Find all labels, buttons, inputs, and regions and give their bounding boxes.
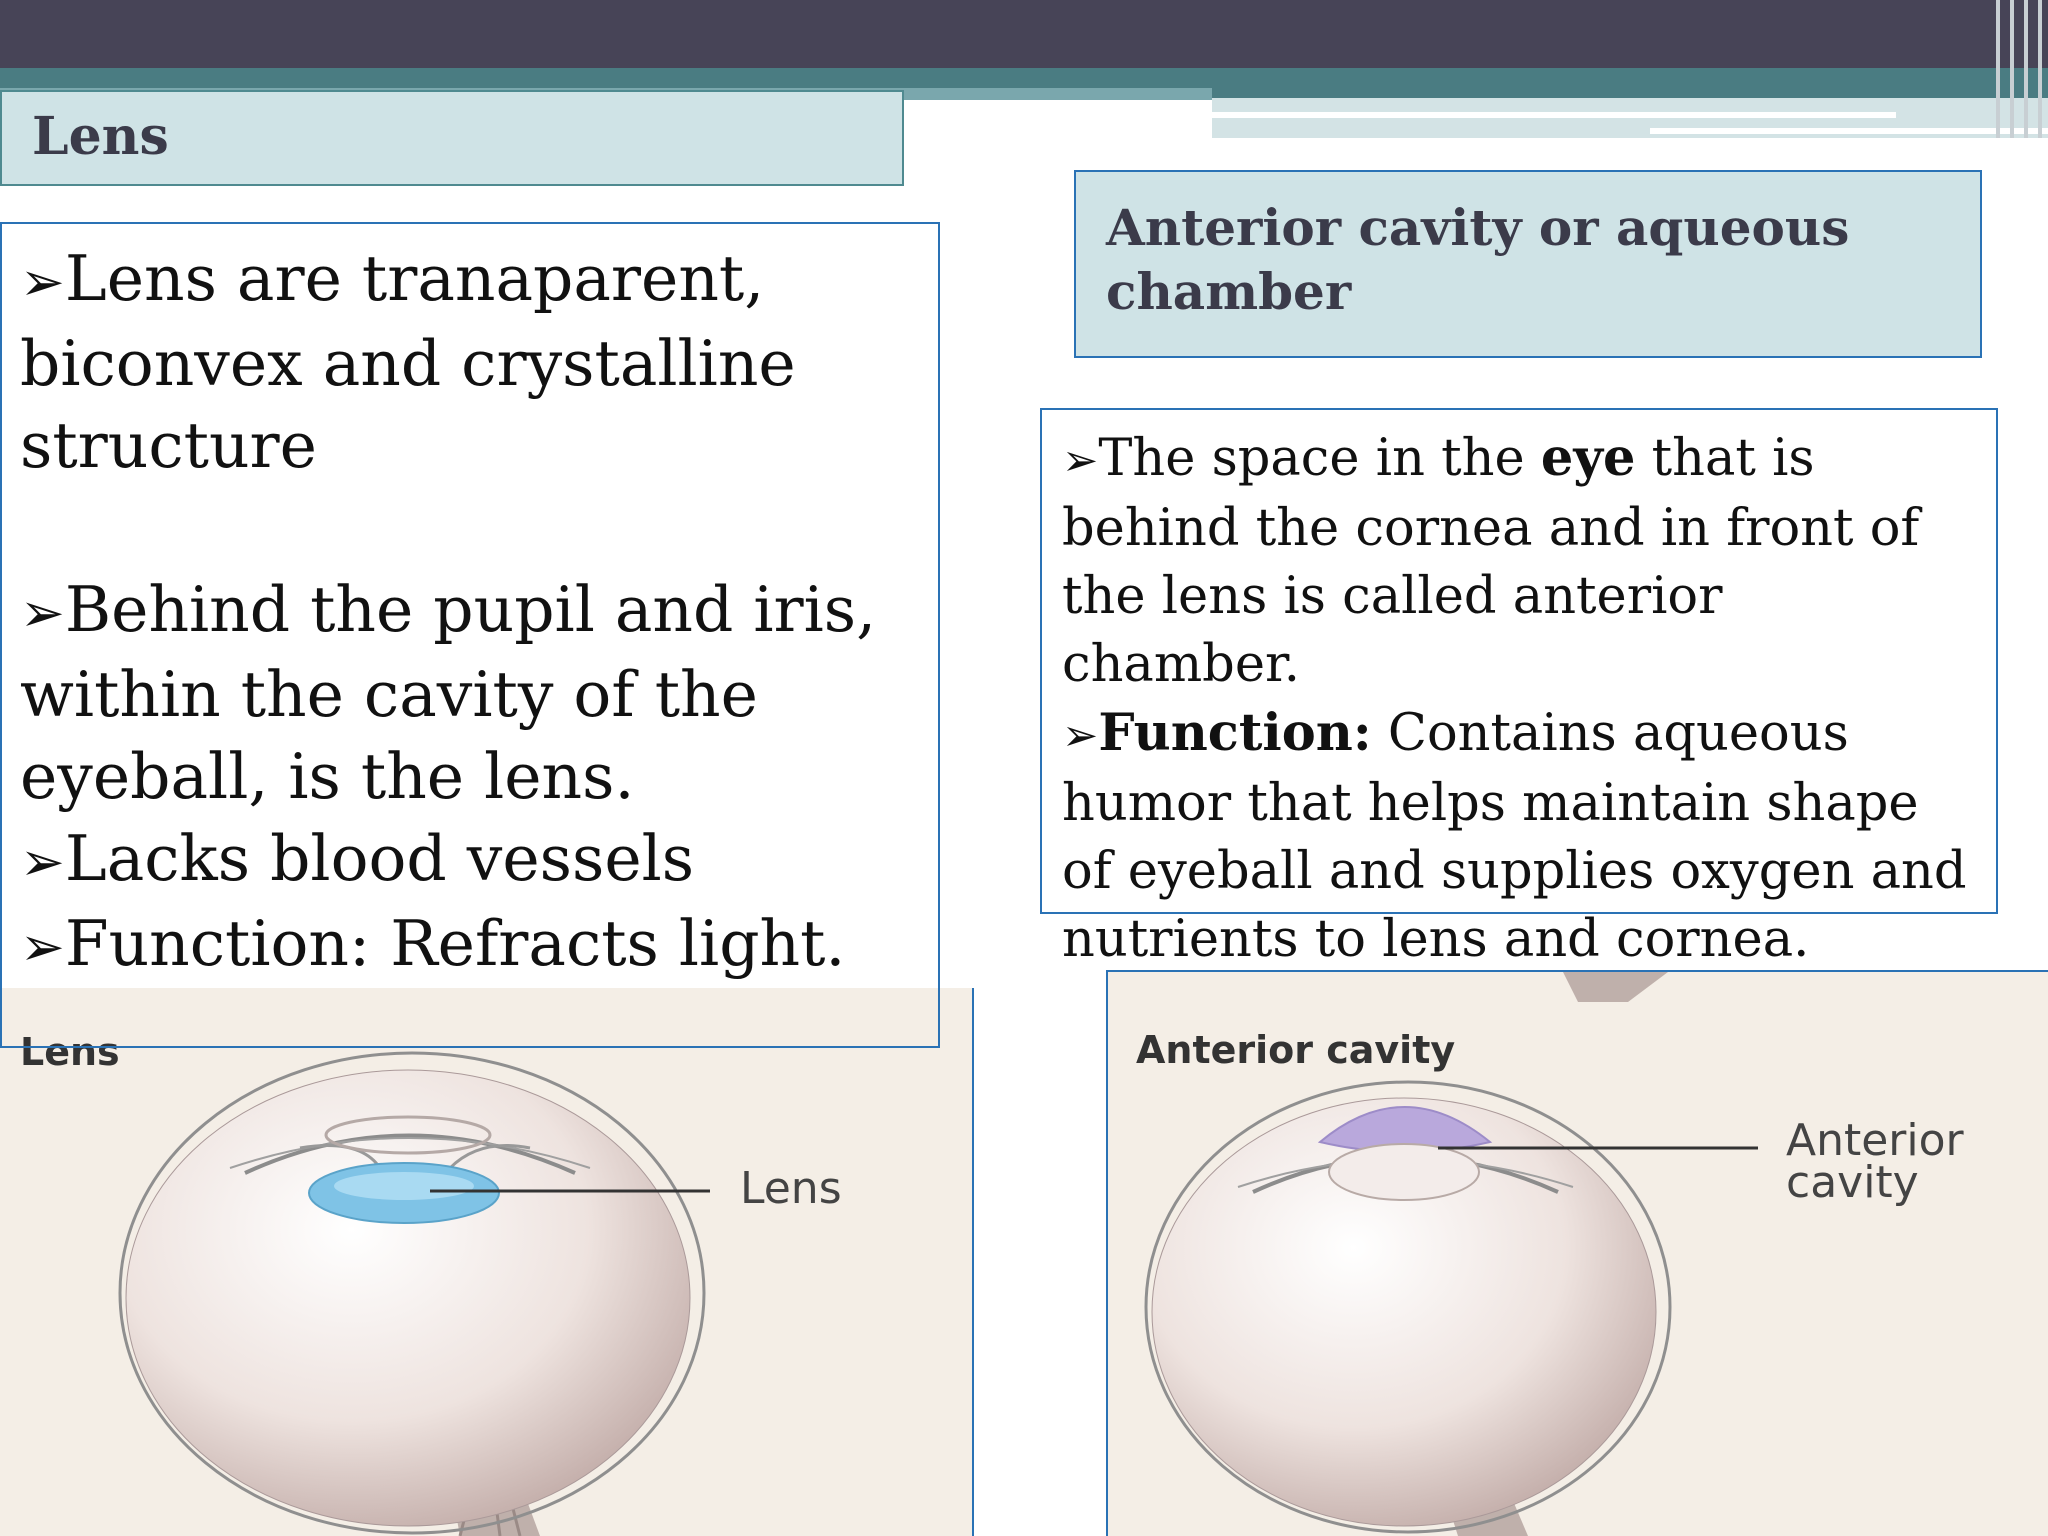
slide-title-box — [0, 90, 904, 186]
list-item — [20, 818, 920, 903]
bullet-text: Lens are tranaparent, biconvex and crystalline structure — [20, 242, 796, 482]
left-text-box — [0, 222, 940, 1048]
header-bar-dark — [0, 0, 2048, 68]
right-heading: Anterior cavity or aqueous chamber — [1106, 198, 1850, 321]
arrow-bullet-icon: ➢ — [20, 581, 65, 644]
header-stripe — [1212, 112, 1896, 118]
figure-title: Lens — [20, 1030, 120, 1074]
edge-stripe — [2010, 0, 2014, 138]
right-heading-box — [1074, 170, 1982, 358]
figure-label: Lens — [740, 1163, 842, 1214]
list-item — [20, 903, 920, 988]
slide-title: Lens — [32, 106, 169, 167]
bullet-text: Contains aqueous humor that helps maintain shape of eyeball and supplies oxygen and nutrients to lens and cornea. — [1062, 704, 1967, 969]
bullet-text: that is behind the cornea and in front of the lens is called anterior chamber. — [1062, 429, 1920, 694]
bullet-text: Lacks blood vessels — [64, 822, 695, 895]
bullet-text: Behind the pupil and iris, within the cavity of the eyeball, is the lens. — [20, 573, 877, 813]
figure-label: cavity — [1786, 1157, 1919, 1208]
anterior-cavity-figure — [1106, 970, 2048, 1536]
list-item — [1062, 699, 1976, 974]
arrow-bullet-icon: ➢ — [1062, 436, 1099, 486]
arrow-bullet-icon: ➢ — [20, 915, 65, 978]
lens-figure — [0, 988, 974, 1536]
list-item — [20, 238, 920, 487]
header-stripe — [1650, 128, 2048, 134]
figure-title: Anterior cavity — [1136, 1028, 1456, 1072]
bold-term: eye — [1540, 428, 1636, 488]
arrow-bullet-icon: ➢ — [20, 830, 65, 893]
eyeball-cavity-illustration — [1108, 972, 2048, 1536]
bullet-text: Function: Refracts light. — [64, 907, 846, 980]
right-text-box — [1040, 408, 1998, 969]
bold-term: Function: — [1098, 703, 1372, 763]
list-item — [1062, 424, 1976, 699]
list-item — [20, 569, 920, 818]
bullet-text: The space in the — [1098, 429, 1541, 488]
eyeball-lens-illustration — [0, 988, 972, 1536]
figure-label: Anterior — [1786, 1115, 1964, 1166]
arrow-bullet-icon: ➢ — [1062, 711, 1099, 761]
edge-stripe — [2024, 0, 2028, 138]
arrow-bullet-icon: ➢ — [20, 250, 65, 313]
edge-stripe — [2038, 0, 2042, 138]
edge-stripe — [1996, 0, 2000, 138]
